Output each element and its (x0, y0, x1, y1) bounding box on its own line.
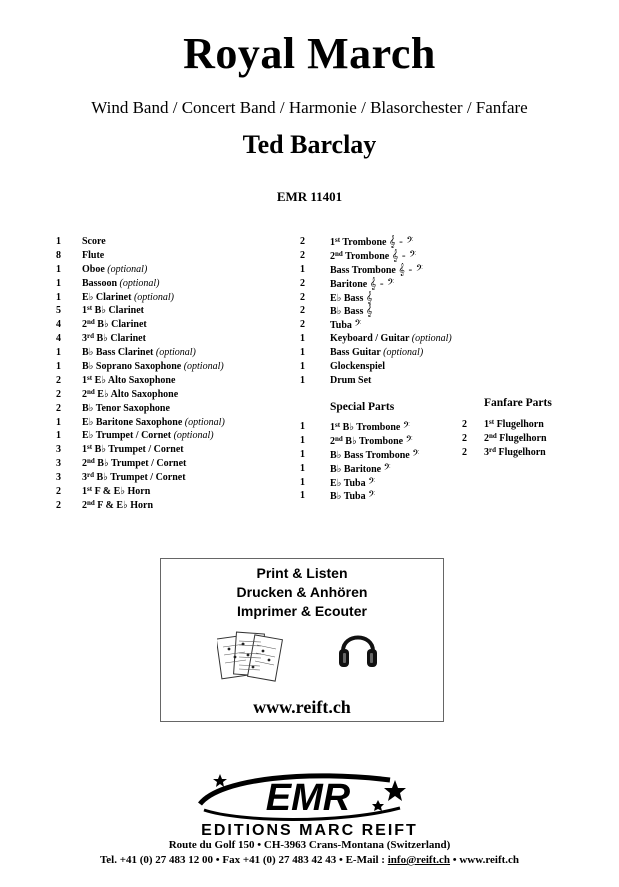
part-quantity: 3 (56, 444, 61, 456)
part-quantity: 2 (462, 419, 467, 430)
part-name: B♭ Tuba 𝄢 (330, 489, 376, 503)
part-quantity: 1 (300, 361, 305, 373)
contact-website: • www.reift.ch (450, 854, 520, 866)
part-row (462, 446, 592, 460)
part-row (56, 263, 276, 277)
part-name: 1st E♭ Alto Saxophone (82, 373, 176, 386)
part-quantity: 1 (56, 347, 61, 359)
part-name: Keyboard / Guitar (optional) (330, 333, 452, 345)
part-name: Glockenspiel (330, 361, 386, 373)
part-quantity: 3 (56, 458, 61, 470)
part-row (300, 291, 470, 305)
part-quantity: 1 (56, 430, 61, 442)
part-quantity: 2 (56, 486, 61, 498)
part-row (300, 489, 460, 503)
part-row (56, 346, 276, 360)
part-row (56, 318, 276, 332)
part-name: 1st B♭ Trumpet / Cornet (82, 443, 184, 456)
subtitle: Wind Band / Concert Band / Harmonie / Blasorchester / Fanfare (91, 98, 528, 117)
part-row (300, 249, 470, 263)
part-name: 1st B♭ Trombone 𝄢 (330, 420, 410, 433)
part-name: 2nd Trombone 𝄞 - 𝄢 (330, 248, 417, 262)
part-name: 3rd B♭ Trumpet / Cornet (82, 471, 186, 484)
print-listen-box[interactable] (160, 558, 444, 722)
part-name: 2nd F & E♭ Horn (82, 498, 154, 511)
part-name: B♭ Baritone 𝄢 (330, 461, 391, 475)
part-name: B♭ Soprano Saxophone (optional) (82, 361, 224, 373)
part-row (462, 432, 592, 446)
part-name: Bass Guitar (optional) (330, 347, 424, 359)
part-name: E♭ Clarinet (optional) (82, 291, 174, 303)
emr-logo (190, 770, 430, 826)
part-quantity: 4 (56, 333, 61, 345)
part-quantity: 8 (56, 249, 61, 261)
part-quantity: 2 (300, 291, 305, 303)
catalog-code: EMR 11401 (276, 189, 343, 204)
part-quantity: 1 (56, 277, 61, 289)
part-quantity: 1 (300, 333, 305, 345)
part-name: 3rd Flugelhorn (484, 445, 546, 458)
part-row (56, 374, 276, 388)
part-quantity: 1 (300, 448, 305, 460)
publisher-contact (0, 854, 619, 866)
part-name: Tuba 𝄢 (330, 318, 362, 332)
part-quantity: 2 (56, 499, 61, 511)
part-name: Oboe (optional) (82, 263, 148, 275)
parts-list-brass (300, 235, 470, 388)
part-quantity: 3 (56, 472, 61, 484)
part-name: Score (82, 236, 106, 247)
part-name: Drum Set (330, 374, 372, 386)
part-name: B♭ Bass Clarinet (optional) (82, 347, 196, 359)
part-quantity: 5 (56, 305, 61, 317)
part-name: 2nd Flugelhorn (484, 431, 547, 444)
part-row (56, 304, 276, 318)
part-quantity: 1 (56, 263, 61, 275)
part-quantity: 1 (300, 347, 305, 359)
part-quantity: 2 (56, 402, 61, 414)
part-row (56, 485, 276, 499)
part-name: E♭ Baritone Saxophone (optional) (82, 416, 225, 428)
special-parts-heading: Special Parts (330, 401, 395, 413)
email-link[interactable]: info@reift.ch (387, 854, 451, 866)
part-row (300, 462, 460, 476)
part-row (56, 388, 276, 402)
part-row (56, 457, 276, 471)
part-quantity: 1 (300, 263, 305, 275)
part-row (300, 235, 470, 249)
part-row (56, 291, 276, 305)
part-row (300, 263, 470, 277)
part-quantity: 1 (300, 374, 305, 386)
part-row (300, 420, 460, 434)
part-row (56, 402, 276, 416)
part-name: 2nd B♭ Trombone 𝄢 (330, 433, 413, 447)
part-name: 2nd B♭ Clarinet (82, 318, 147, 331)
part-row (56, 443, 276, 457)
part-name: 2nd E♭ Alto Saxophone (82, 387, 179, 400)
part-row (300, 346, 470, 360)
part-row (300, 476, 460, 490)
logo-text: EMR (265, 777, 351, 819)
part-row (56, 416, 276, 430)
part-quantity: 1 (300, 434, 305, 446)
part-quantity: 1 (56, 416, 61, 428)
part-quantity: 2 (300, 277, 305, 289)
part-quantity: 2 (300, 319, 305, 331)
part-name: 1st F & E♭ Horn (82, 485, 151, 498)
parts-list-special (300, 420, 460, 503)
promo-line-en: Print & Listen (256, 565, 348, 581)
part-quantity: 1 (56, 236, 61, 247)
part-row (56, 249, 276, 263)
part-row (300, 434, 460, 448)
part-name: Bass Trombone 𝄞 - 𝄢 (330, 262, 423, 276)
part-row (300, 374, 470, 388)
parts-list-fanfare (462, 418, 592, 460)
part-row (462, 418, 592, 432)
part-row (300, 360, 470, 374)
composer: Ted Barclay (242, 130, 377, 159)
part-name: 1st B♭ Clarinet (82, 304, 144, 317)
part-quantity: 1 (56, 361, 61, 373)
part-name: B♭ Bass Trombone 𝄢 (330, 447, 420, 461)
part-name: E♭ Bass 𝄞 (330, 290, 373, 304)
part-name: 1st Flugelhorn (484, 418, 544, 430)
promo-url[interactable]: www.reift.ch (253, 697, 351, 717)
part-row (56, 429, 276, 443)
part-row (56, 360, 276, 374)
part-quantity: 1 (56, 291, 61, 303)
headphones-icon (337, 625, 379, 671)
part-quantity: 2 (56, 374, 61, 386)
part-row (56, 471, 276, 485)
publisher-name: EDITIONS MARC REIFT (201, 822, 418, 839)
part-name: 2nd B♭ Trumpet / Cornet (82, 457, 187, 470)
part-row (56, 235, 276, 249)
part-name: E♭ Trumpet / Cornet (optional) (82, 430, 214, 442)
contact-phone-fax: Tel. +41 (0) 27 483 12 00 • Fax +41 (0) 27 483 42 43 • E-Mail : (99, 854, 388, 866)
part-quantity: 1 (300, 462, 305, 474)
part-name: Bassoon (optional) (82, 277, 160, 289)
part-quantity: 1 (300, 490, 305, 502)
part-quantity: 4 (56, 319, 61, 331)
part-row (300, 277, 470, 291)
part-name: B♭ Tenor Saxophone (82, 402, 170, 414)
part-quantity: 2 (462, 432, 467, 444)
part-row (56, 277, 276, 291)
part-row (300, 332, 470, 346)
sheet-music-icon (217, 629, 283, 685)
promo-line-de: Drucken & Anhören (236, 584, 368, 600)
part-quantity: 2 (300, 305, 305, 317)
parts-list-woodwinds (56, 235, 276, 513)
part-name: Baritone 𝄞 - 𝄢 (330, 276, 395, 290)
part-name: E♭ Tuba 𝄢 (330, 475, 376, 489)
part-name: 1st Trombone 𝄞 - 𝄢 (330, 235, 414, 248)
part-quantity: 1 (300, 421, 305, 432)
part-row (56, 332, 276, 346)
part-row (300, 448, 460, 462)
title: Royal March (183, 29, 436, 78)
fanfare-parts-heading: Fanfare Parts (484, 397, 552, 409)
part-quantity: 2 (56, 388, 61, 400)
part-quantity: 2 (300, 249, 305, 261)
part-quantity: 2 (300, 236, 305, 247)
publisher-address: Route du Golf 150 • CH-3963 Crans-Montana (Switzerland) (168, 839, 451, 851)
part-quantity: 1 (300, 476, 305, 488)
part-row (300, 318, 470, 332)
part-quantity: 2 (462, 446, 467, 458)
part-name: Flute (82, 249, 105, 261)
part-row (56, 499, 276, 513)
part-name: 3rd B♭ Clarinet (82, 332, 146, 345)
part-row (300, 304, 470, 318)
part-name: B♭ Bass 𝄞 (330, 304, 373, 318)
promo-line-fr: Imprimer & Ecouter (237, 603, 367, 619)
